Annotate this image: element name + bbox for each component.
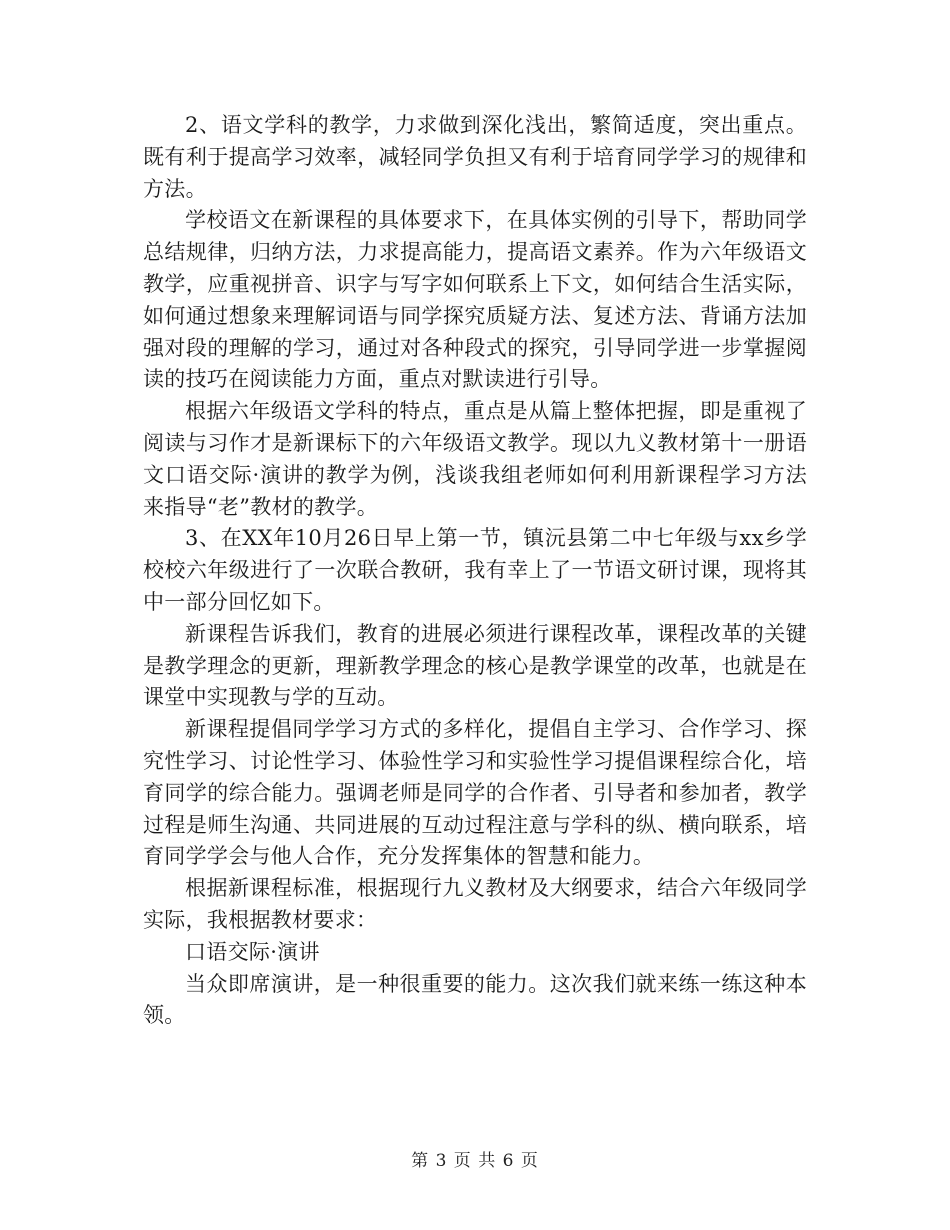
paragraph: 当众即席演讲，是一种很重要的能力。这次我们就来练一练这种本领。 — [143, 971, 807, 1028]
paragraph: 根据新课程标准，根据现行九义教材及大纲要求，结合六年级同学实际，我根据教材要求： — [143, 876, 807, 932]
paragraph: 根据六年级语文学科的特点，重点是从篇上整体把握，即是重视了阅读与习作才是新课标下的六年级语文教学。现以九义教材第十一册语文口语交际·演讲的教学为例，浅谈我组老师如何利用新课程学习方法来指导“老”教材的教学。 — [143, 399, 807, 519]
document-body — [143, 110, 807, 1032]
page-footer — [0, 1146, 950, 1171]
paragraph: 2、语文学科的教学，力求做到深化浅出，繁简适度，突出重点。既有利于提高学习效率，减轻同学负担又有利于培育同学学习的规律和方法。 — [143, 113, 807, 201]
page-number: 第 3 页 共 6 页 — [411, 1151, 539, 1171]
section-heading: 口语交际·演讲 — [185, 939, 320, 964]
paragraph: 3、在XX年10月26日早上第一节，镇沅县第二中七年级与xx乡学校校六年级进行了一次联合教研，我有幸上了一节语文研讨课，现将其中一部分回忆如下。 — [143, 526, 807, 614]
paragraph: 新课程告诉我们，教育的进展必须进行课程改革，课程改革的关键是教学理念的更新，理新教学理念的核心是教学课堂的改革，也就是在课堂中实现教与学的互动。 — [143, 621, 807, 710]
paragraph: 学校语文在新课程的具体要求下，在具体实例的引导下，帮助同学总结规律，归纳方法，力求提高能力，提高语文素养。作为六年级语文教学，应重视拼音、识字与写字如何联系上下文，如何结合生活实际，如何通过想象来理解词语与同学探究质疑方法、复述方法、背诵方法加强对段的理解的学习，通过对各种段式的探究，引导同学进一步掌握阅读的技巧在阅读能力方面，重点对默读进行引导。 — [143, 208, 807, 392]
paragraph: 新课程提倡同学学习方式的多样化，提倡自主学习、合作学习、探究性学习、讨论性学习、体验性学习和实验性学习提倡课程综合化，培育同学的综合能力。强调老师是同学的合作者、引导者和参加者，教学过程是师生沟通、共同进展的互动过程注意与学科的纵、横向联系，培育同学学会与他人合作，充分发挥集体的智慧和能力。 — [143, 717, 807, 869]
